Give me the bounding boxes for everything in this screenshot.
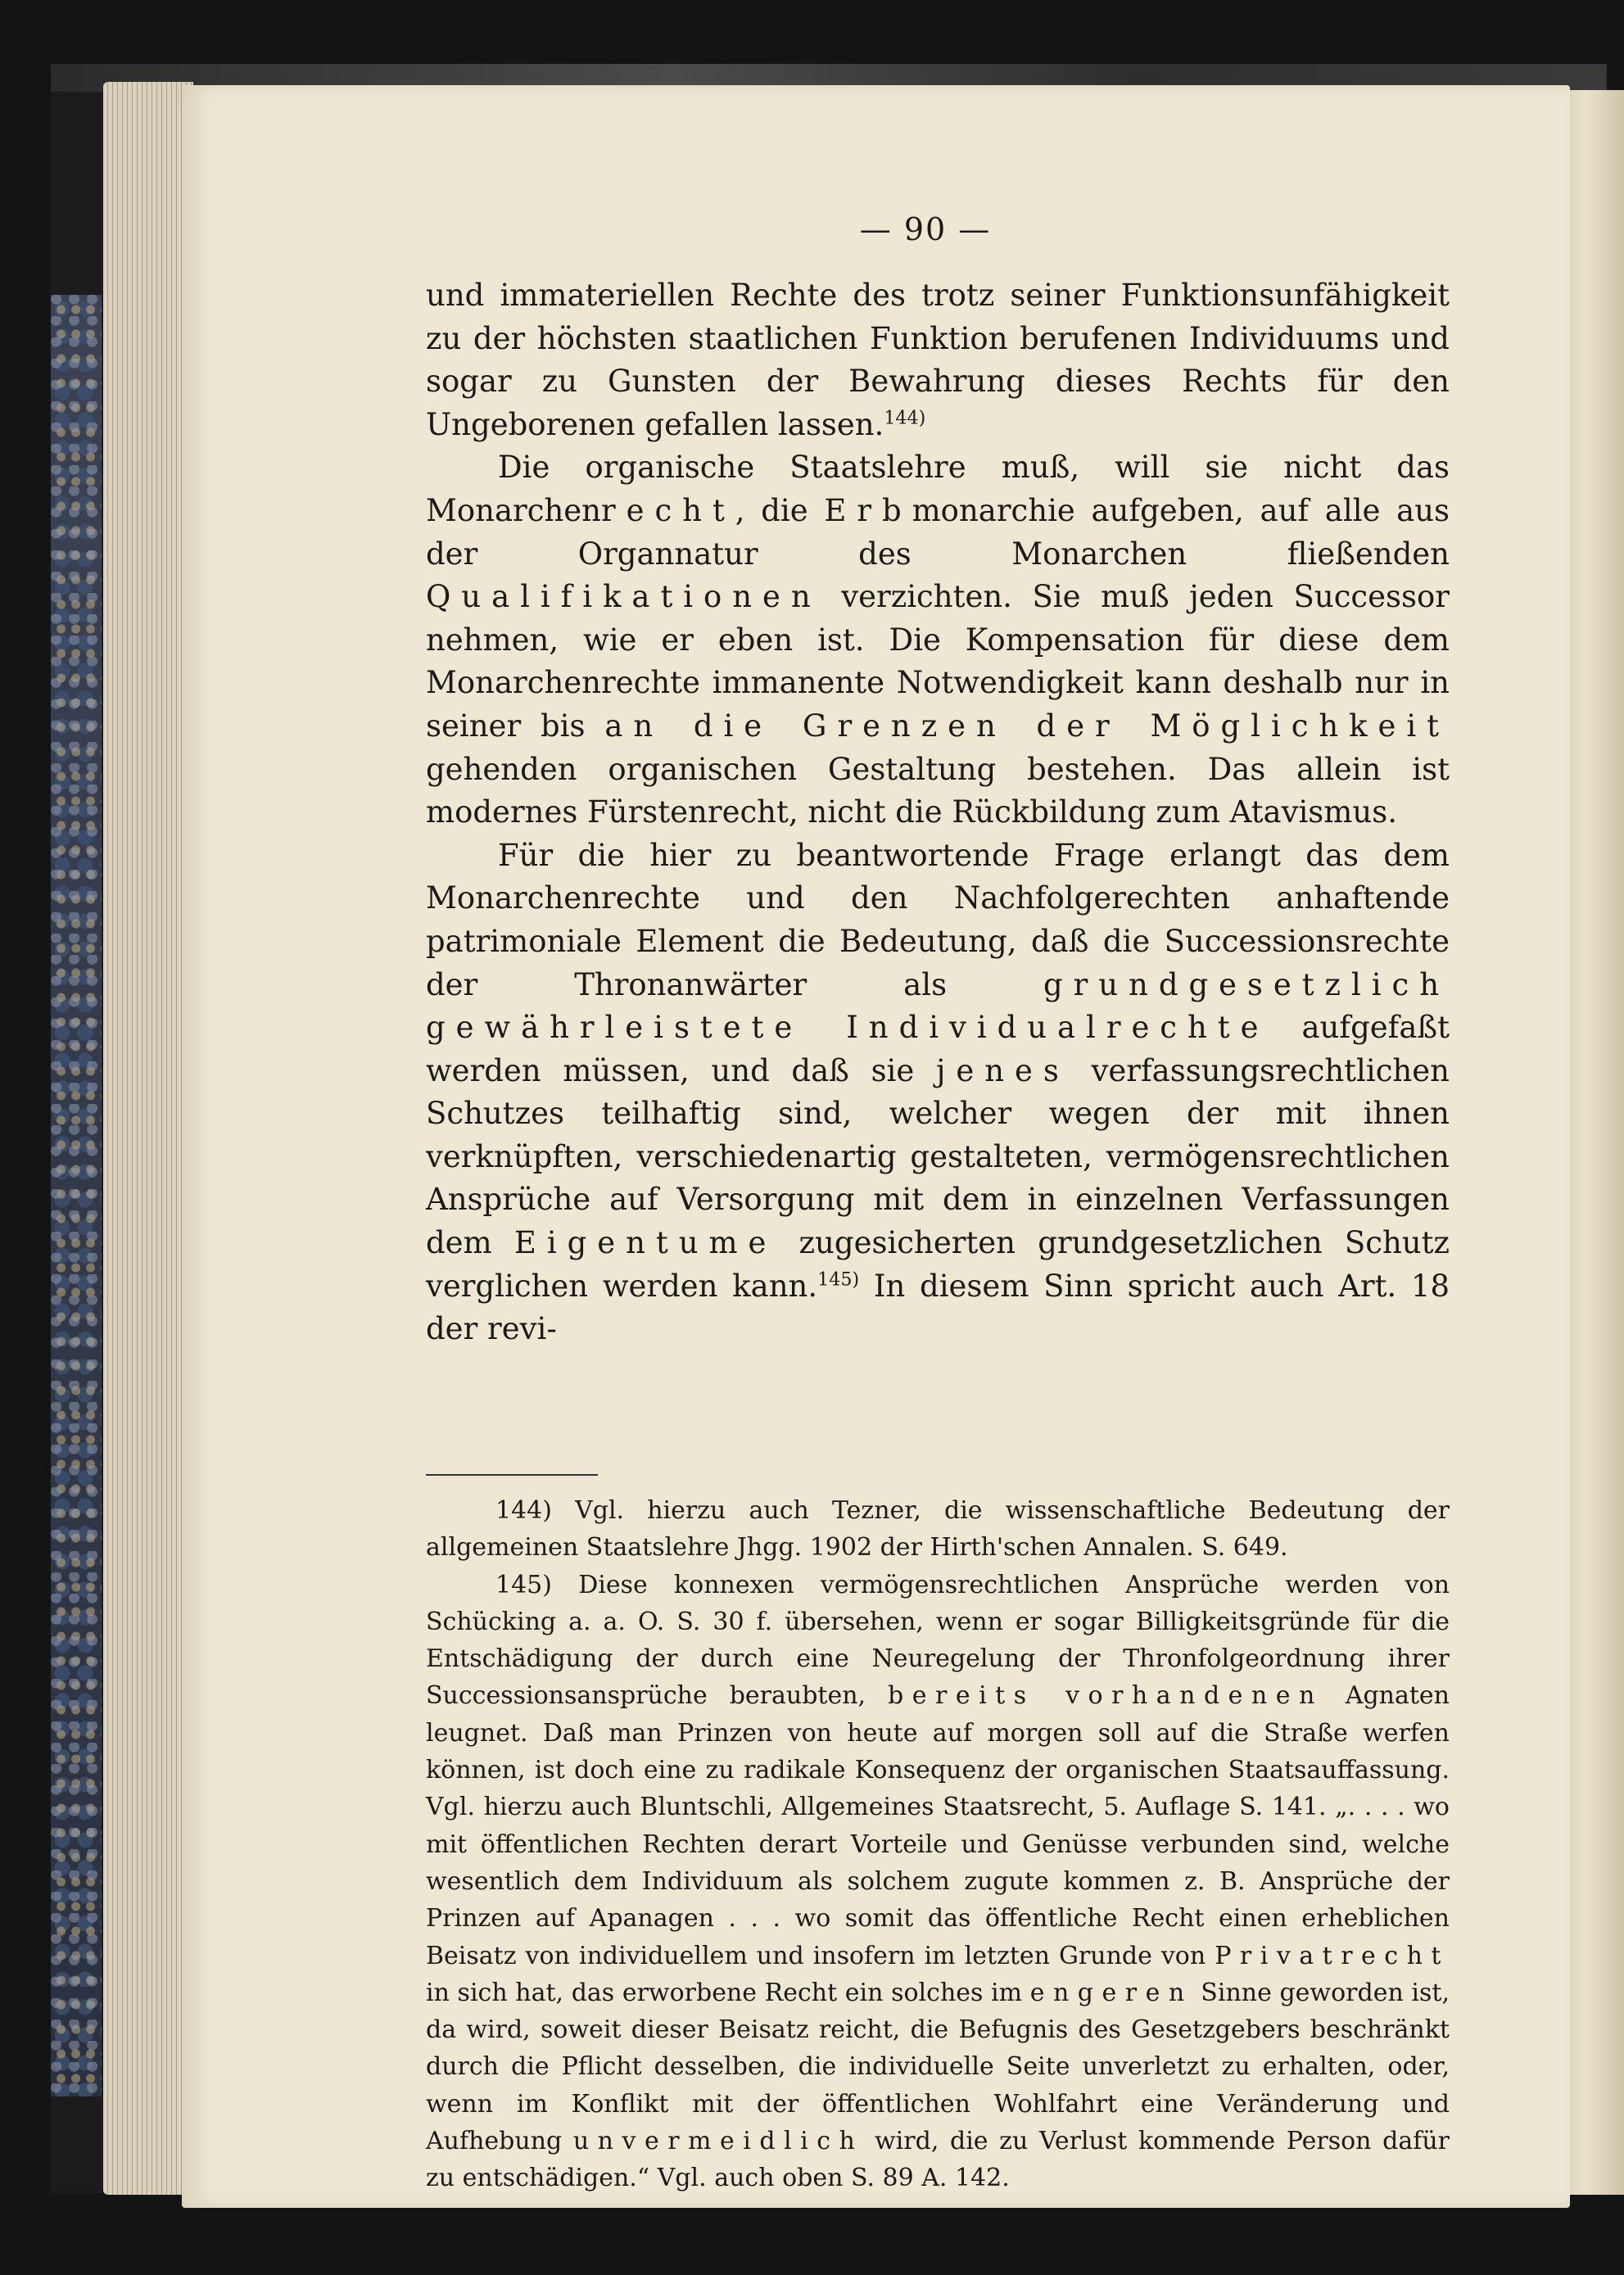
main-text [426, 274, 1450, 1351]
footnote [426, 1492, 1450, 1567]
footnote-reference: 144) [884, 407, 926, 429]
emphasized-text: grundgesetzlich gewährleistete Individualrechte [426, 966, 1450, 1046]
text-run: aufgefaßt werden müssen, und daß sie [426, 1010, 1450, 1088]
text-run: in sich hat, das erworbene Recht ein solches im [426, 1978, 1030, 2007]
page-edges [103, 82, 193, 2195]
footnote-divider [426, 1474, 598, 1476]
text-run: verzichten. Sie muß jeden Successor nehmen, wie er eben ist. Die Kompensation für diese dem Monarchenrechte immanente Notwendigkeit kann deshalb nur in seiner bis [426, 579, 1450, 744]
text-run: , die [735, 492, 825, 528]
paragraph [426, 446, 1450, 834]
text-run: gehenden organischen Gestaltung bestehen. Das allein ist modernes Fürstenrecht, nicht die Rückbildung zum Atavismus. [426, 751, 1450, 830]
emphasized-text: Erb [824, 492, 912, 528]
marbled-endpaper [51, 295, 104, 2096]
text-run: verfassungsrechtlichen Schutzes teilhaftig sind, welcher wegen der mit ihnen verknüpften, verschiedenartig gestalteten, vermögensrechtlichen Ansprüche auf Versorgung mit dem in einzelnen Verfassungen dem [426, 1052, 1450, 1261]
emphasized-text: an die Grenzen der Möglichkeit [604, 708, 1450, 744]
text-run: Für die hier zu beantwortende Frage erlangt das dem Monarchenrechte und den Nachfolgerechten anhaftende patrimoniale Element die Bedeutung, daß die Successionsrechte der Thronanwärter als [426, 837, 1450, 1002]
text-run: wird, die zu Verlust kommende Person dafür zu entschädigen.“ Vgl. auch oben S. 89 A. 142. [426, 2127, 1450, 2193]
page-content [426, 205, 1450, 2193]
text-run: monarchie aufgeben, auf alle aus der Organnatur des Monarchen fließenden [426, 492, 1450, 572]
emphasized-text: recht [601, 492, 735, 528]
footnotes [426, 1492, 1450, 2197]
emphasized-text: unvermeidlich [572, 2127, 864, 2156]
text-run: 145) Diese konnexen vermögensrechtlichen Ansprüche werden von Schücking a. a. O. S. 30 f. übersehen, wenn er sogar Billigkeitsgründe für die Entschädigung der durch eine Neuregelung der Thronfolgeordnung ihrer Successionsansprüche beraubten, [426, 1570, 1450, 1711]
footnote-reference: 145) [817, 1269, 860, 1291]
paragraph [426, 834, 1450, 1351]
footnote [426, 1567, 1450, 2197]
text-run: 144) Vgl. hierzu auch Tezner, die wissenschaftliche Bedeutung der allgemeinen Staatslehre Jhgg. 1902 der Hirth'schen Annalen. S. 649. [426, 1496, 1450, 1563]
emphasized-text: jenes [935, 1052, 1070, 1088]
text-run: und immateriellen Rechte des trotz seiner Funktionsunfähigkeit zu der höchsten staatlichen Funktion berufenen Individuums und sogar zu Gunsten der Bewahrung dieses Rechts für den Ungeborenen gefallen lassen. [426, 278, 1450, 442]
text-run: Die organische Staatslehre muß, will sie nicht das Monarchen [426, 450, 1450, 528]
page-number: — 90 — [859, 211, 992, 247]
emphasized-text: Privatrecht [1215, 1941, 1450, 1970]
emphasized-text: Eigentume [513, 1225, 777, 1261]
emphasized-text: Qualifikationen [426, 579, 821, 615]
text-run: zugesicherten grundgesetzlichen Schutz verglichen werden kann. [426, 1225, 1450, 1304]
text-run: Sinne geworden ist, da wird, soweit dieser Beisatz reicht, die Befugnis des Gesetzgebers beschränkt durch die Pflicht desselben, die individuelle Seite unverletzt zu erhalten, oder, wenn im Konflikt mit der öffentlichen Wohlfahrt eine Veränderung und Aufhebung [426, 1978, 1450, 2156]
text-run: Agnaten leugnet. Daß man Prinzen von heute auf morgen soll auf die Straße werfen können, ist doch eine zu radikale Konsequenz der organischen Staatsauffassung. Vgl. hierzu auch Bluntschli, Allgemeines Staatsrecht, 5. Auflage S. 141. „. . . . wo mit öffentlichen Rechten derart Vorteile und Genüsse verbunden sind, welche wesentlich dem Individuum als solchem zugute kommen z. B. Ansprüche der Prinzen auf Apanagen . . . wo somit das öffentliche Recht einen erheblichen Beisatz von individuellem und insofern im letzten Grunde von [426, 1681, 1450, 1970]
paragraph [426, 274, 1450, 446]
emphasized-text: bereits vorhandenen [888, 1681, 1323, 1711]
text-run: In diesem Sinn spricht auch Art. 18 der revi- [426, 1268, 1450, 1347]
emphasized-text: engeren [1029, 1978, 1193, 2007]
